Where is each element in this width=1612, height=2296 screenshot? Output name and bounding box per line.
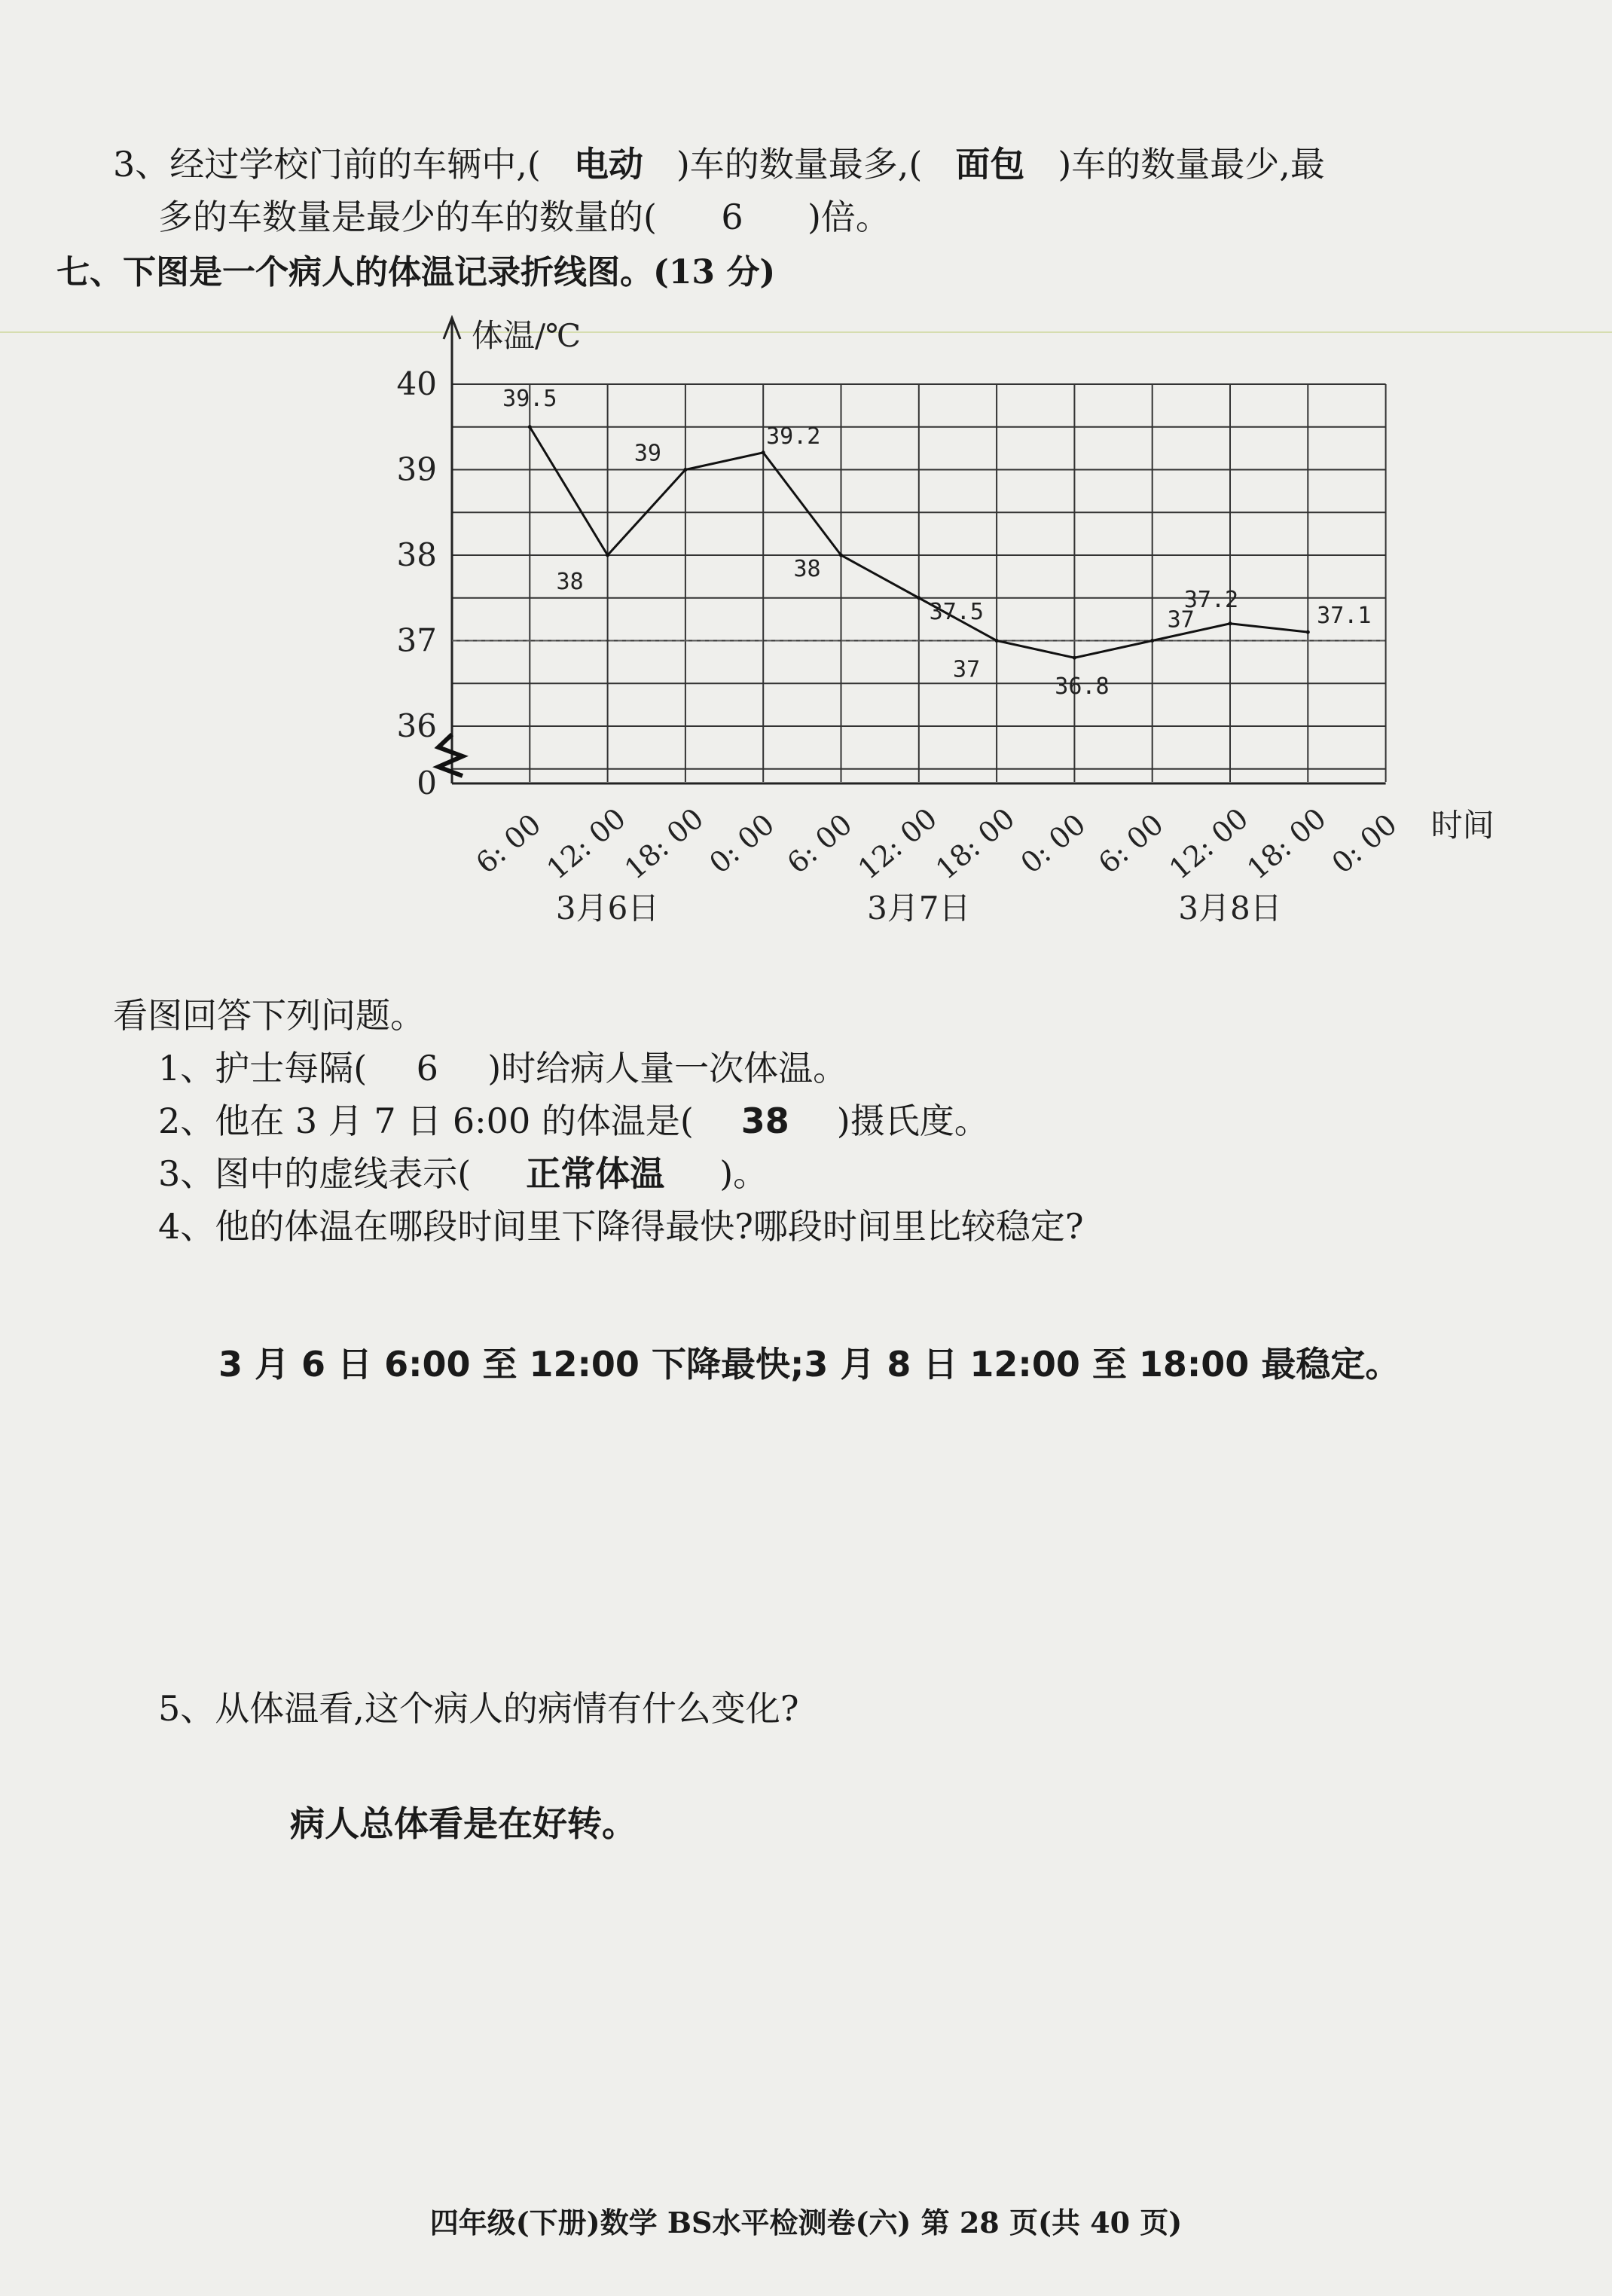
x-tick-label: 6: 00 (1091, 807, 1170, 881)
data-label: 37.5 (929, 598, 984, 625)
x-tick-label: 18: 00 (1241, 801, 1333, 886)
x-tick-label: 18: 00 (618, 801, 710, 886)
y-tick-label: 39 (396, 450, 437, 488)
y-tick-label: 40 (396, 365, 437, 402)
page-footer: 四年级(下册)数学 BS水平检测卷(六) 第 28 页(共 40 页) (429, 2206, 1183, 2240)
q3-answer-1: 电动 (573, 144, 643, 185)
data-point (995, 639, 999, 643)
question-5-answer: 病人总体看是在好转。 (290, 1803, 637, 1844)
data-point (1229, 621, 1232, 625)
data-label: 37 (1167, 606, 1195, 634)
q3-text-b: )车的数量最多,( (676, 144, 923, 185)
data-label: 36.8 (1055, 673, 1110, 701)
x-tick-label: 12: 00 (540, 801, 632, 886)
data-label: 38 (793, 556, 821, 582)
date-group-label: 3月8日 (1178, 890, 1282, 927)
x-tick-label: 0: 00 (1014, 807, 1092, 881)
data-label: 37.2 (1183, 586, 1239, 613)
question-3-text-b: )。 (719, 1153, 768, 1194)
data-label: 39.5 (502, 385, 557, 412)
questions-intro: 看图回答下列问题。 (113, 995, 425, 1036)
question-3-text-a: 3、图中的虚线表示( (158, 1153, 472, 1194)
data-point (606, 554, 609, 557)
question-1 (158, 1048, 848, 1088)
date-group-label: 3月7日 (867, 890, 971, 927)
data-point (917, 596, 920, 600)
x-tick-label: 6: 00 (780, 807, 859, 881)
y-tick-label: 0 (417, 765, 437, 801)
data-label: 37 (953, 656, 981, 683)
q3-text-c: )车的数量最少,最 (1058, 144, 1325, 185)
question-2-text-b: )摄氏度。 (836, 1101, 989, 1141)
question-1-text-a: 1、护士每隔( (158, 1048, 368, 1088)
y-tick-label: 38 (396, 536, 437, 573)
y-tick-label: 36 (396, 707, 437, 744)
data-label: 37.1 (1317, 603, 1372, 630)
question-2 (158, 1101, 989, 1141)
date-group-label: 3月6日 (555, 890, 660, 927)
y-axis-label: 体温/℃ (472, 317, 582, 354)
question-5: 5、从体温看,这个病人的病情有什么变化? (158, 1688, 799, 1729)
x-tick-label: 18: 00 (930, 801, 1021, 886)
q3-answer-2: 面包 (955, 144, 1025, 185)
question-4-answer: 3 月 6 日 6:00 至 12:00 下降最快;3 月 8 日 12:00 至 18:00 最稳定。 (218, 1344, 1400, 1385)
data-point (1073, 656, 1076, 660)
section-7-title: 七、下图是一个病人的体温记录折线图。(13 分) (56, 253, 776, 292)
data-label: 38 (556, 569, 584, 595)
question-2-text-a: 2、他在 3 月 7 日 6:00 的体温是( (158, 1101, 694, 1141)
x-tick-label: 0: 00 (1325, 807, 1403, 881)
question-1-text-b: )时给病人量一次体温。 (487, 1048, 848, 1088)
q3-text-a: 3、经过学校门前的车辆中,( (113, 144, 541, 185)
question-3-answer: 正常体温 (526, 1153, 665, 1194)
x-tick-label: 12: 00 (1162, 801, 1255, 886)
question-3 (158, 1153, 768, 1194)
temperature-line-chart (0, 0, 1612, 949)
data-label: 39 (634, 440, 661, 467)
data-point (528, 425, 532, 429)
data-label: 39.2 (766, 423, 821, 450)
y-tick-label: 37 (396, 621, 437, 659)
data-point (1306, 630, 1310, 634)
data-point (683, 468, 687, 472)
x-tick-label: 12: 00 (851, 801, 944, 886)
q3-text-d: 多的车数量是最少的车的数量的( (158, 197, 657, 237)
x-tick-label: 6: 00 (469, 807, 548, 881)
data-point (762, 450, 765, 454)
q3-text-e: )倍。 (807, 197, 890, 237)
question-4: 4、他的体温在哪段时间里下降得最快?哪段时间里比较稳定? (158, 1206, 1084, 1247)
x-axis-label: 时间 (1430, 807, 1494, 844)
q3-answer-3: 6 (721, 197, 743, 237)
x-tick-label: 0: 00 (703, 807, 781, 881)
data-point (1150, 639, 1154, 643)
question-1-answer: 6 (416, 1048, 438, 1088)
data-point (839, 554, 843, 557)
question-2-answer: 38 (740, 1101, 789, 1141)
